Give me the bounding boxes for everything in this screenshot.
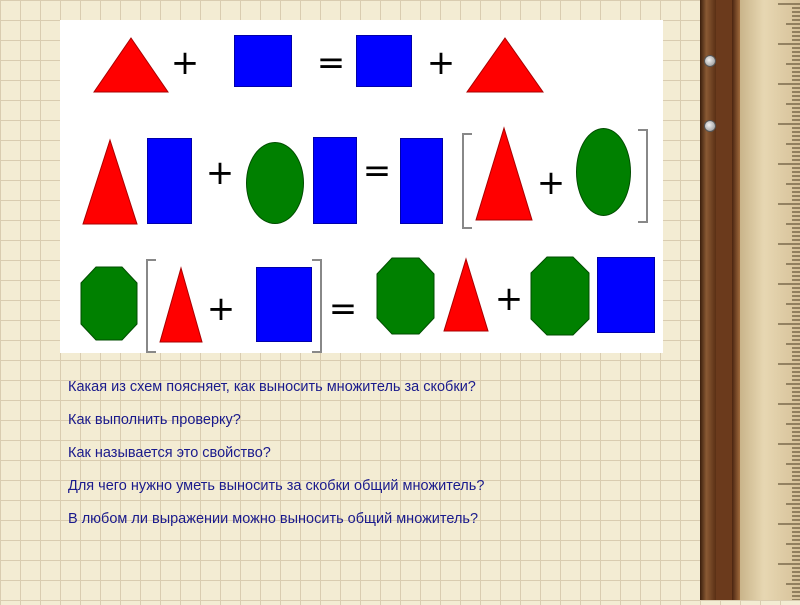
question-3: Как называется это свойство? <box>68 445 271 461</box>
triangle-shape <box>474 126 534 222</box>
equals-sign: = <box>316 43 346 83</box>
triangle-shape <box>442 257 490 333</box>
triangle-shape <box>81 138 139 226</box>
plus-sign: + <box>206 289 236 329</box>
plus-sign: + <box>426 43 456 83</box>
rectangle-shape <box>147 138 192 224</box>
ruler-screw-bottom <box>704 120 716 132</box>
question-5: В любом ли выражении можно выносить общий множитель? <box>68 511 479 527</box>
rectangle-shape <box>256 267 312 342</box>
right-bracket <box>310 258 324 354</box>
triangle-shape <box>92 36 170 94</box>
ruler-divider <box>732 0 740 600</box>
ruler-ticks <box>740 0 800 600</box>
triangle-shape <box>158 266 204 344</box>
rectangle-shape <box>597 257 655 333</box>
ruler-screw-top <box>704 55 716 67</box>
octagon-shape <box>376 257 435 335</box>
right-bracket <box>636 128 650 224</box>
oval-shape <box>246 142 304 224</box>
equals-sign: = <box>328 289 358 329</box>
left-bracket <box>144 258 158 354</box>
ruler-scale <box>740 0 800 600</box>
question-1: Какая из схем поясняет, как выносить множитель за скобки? <box>68 379 476 395</box>
plus-sign: + <box>205 153 235 193</box>
octagon-shape <box>530 256 590 336</box>
equals-sign: = <box>362 151 392 191</box>
question-2: Как выполнить проверку? <box>68 412 241 428</box>
ruler-edge <box>700 0 716 600</box>
plus-sign: + <box>494 279 524 319</box>
rectangle-shape <box>313 137 357 224</box>
triangle-shape <box>465 36 545 94</box>
rectangle-shape <box>356 35 412 87</box>
octagon-shape <box>80 266 138 341</box>
plus-sign: + <box>536 163 566 203</box>
question-4: Для чего нужно уметь выносить за скобки общий множитель? <box>68 478 485 494</box>
rectangle-shape <box>234 35 292 87</box>
questions-list <box>68 378 688 543</box>
left-bracket <box>460 132 474 230</box>
diagram-panel <box>60 20 663 353</box>
plus-sign: + <box>170 43 200 83</box>
rectangle-shape <box>400 138 443 224</box>
oval-shape <box>576 128 631 216</box>
